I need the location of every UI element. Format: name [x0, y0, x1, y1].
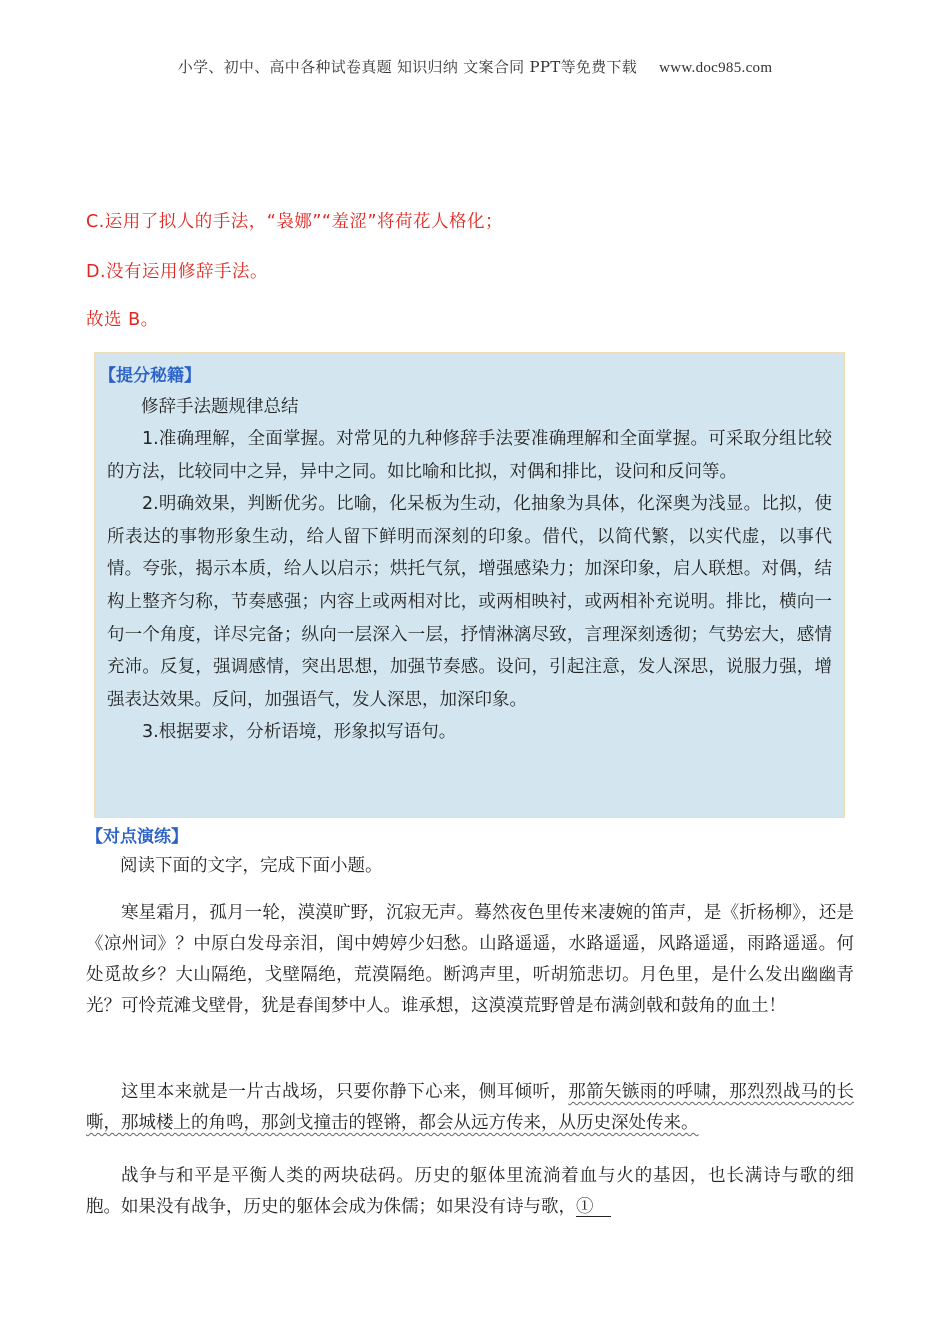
answer-option-d: D.没有运用修辞手法。 — [86, 262, 269, 282]
tips-paragraph-1: 1.准确理解，全面掌握。对常见的九种修辞手法要准确理解和全面掌握。可采取分组比较的方法，比较同中之异，异中之同。如比喻和比拟，对偶和排比，设问和反问等。 — [107, 429, 832, 482]
header-text: 小学、初中、高中各种试卷真题 知识归纳 文案合同 PPT等免费下载 — [177, 58, 638, 76]
fill-blank-1[interactable]: ① — [576, 1197, 611, 1217]
passage-wavy-underlined-sentence: 那箭矢镞雨的呼啸，那烈烈战马的长嘶，那城楼上的角鸣，那剑戈撞击的铿锵，都会从远方传来，从历史深处传来。 — [86, 1082, 854, 1133]
page-header — [0, 56, 950, 77]
tips-title: 【提分秘籍】 — [99, 366, 201, 386]
practice-title: 【对点演练】 — [86, 827, 188, 847]
passage-paragraph-2 — [86, 1077, 854, 1139]
tips-paragraph-3: 3.根据要求，分析语境，形象拟写语句。 — [142, 722, 457, 743]
answer-conclusion: 故选 B。 — [86, 310, 159, 330]
passage-paragraph-3 — [86, 1161, 854, 1223]
passage-paragraph-1: 寒星霜月，孤月一轮，漠漠旷野，沉寂无声。蓦然夜色里传来凄婉的笛声，是《折杨柳》，还是《凉州词》？中原白发母亲泪，闺中娉婷少妇愁。山路遥遥，水路遥遥，风路遥遥，雨路遥遥。何处觅故乡？大山隔绝，戈壁隔绝，荒漠隔绝。断鸿声里，听胡笳悲切。月色里，是什么发出幽幽青光？可怜荒滩戈壁骨，犹是春闺梦中人。谁承想，这漠漠荒野曾是布满剑戟和鼓角的血土！ — [86, 903, 854, 1016]
passage-paragraph-3-text: 战争与和平是平衡人类的两块砝码。历史的躯体里流淌着血与火的基因，也长满诗与歌的细胞。如果没有战争，历史的躯体会成为侏儒；如果没有诗与歌， — [86, 1166, 854, 1217]
header-url[interactable]: www.doc985.com — [659, 60, 773, 76]
practice-instruction: 阅读下面的文字，完成下面小题。 — [120, 856, 383, 876]
passage-paragraph-2-text: 这里本来就是一片古战场，只要你静下心来，侧耳倾听， — [121, 1082, 569, 1102]
tips-subtitle: 修辞手法题规律总结 — [141, 397, 299, 417]
tips-paragraph-2: 2.明确效果，判断优劣。比喻，化呆板为生动，化抽象为具体，化深奥为浅显。比拟，使所表达的事物形象生动，给人留下鲜明而深刻的印象。借代，以简代繁，以实代虚，以事代情。夸张，揭示本质，给人以启示；烘托气氛，增强感染力；加深印象，启人联想。对偶，结构上整齐匀称，节奏感强；内容上或两相对比，或两相映衬，或两相补充说明。排比，横向一句一个角度，详尽完备；纵向一层深入一层，抒情淋漓尽致，言理深刻透彻；气势宏大，感情充沛。反复，强调感情，突出思想，加强节奏感。设问，引起注意，发人深思，说服力强，增强表达效果。反问，加强语气，发人深思，加深印象。 — [107, 494, 832, 710]
answer-option-c: C.运用了拟人的手法，“袅娜”“羞涩”将荷花人格化； — [86, 212, 504, 232]
tips-box — [94, 352, 845, 818]
